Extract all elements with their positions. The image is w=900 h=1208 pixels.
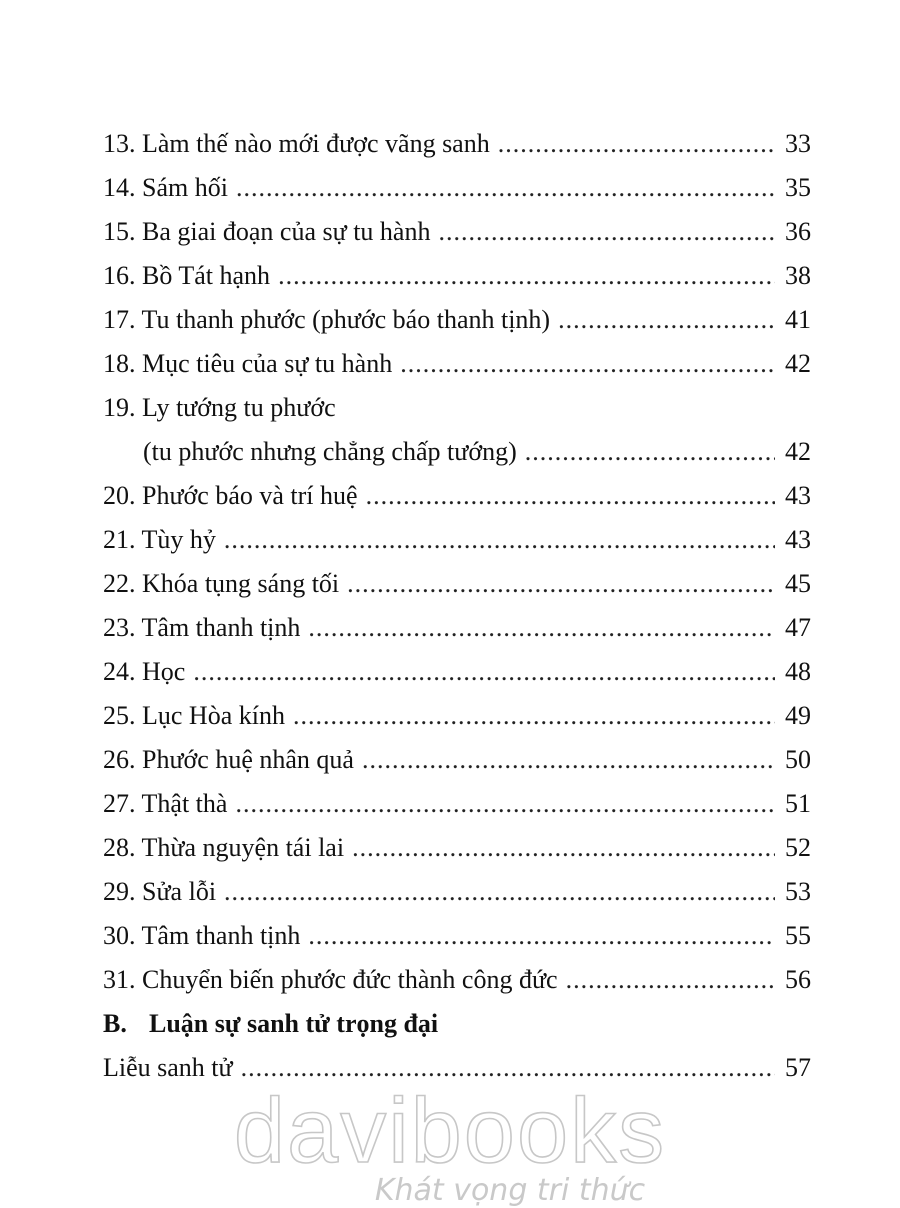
- dot-leader: [558, 298, 775, 342]
- toc-entry-label: [103, 298, 550, 342]
- toc-entry-number: 14.: [103, 173, 136, 202]
- toc-entry: [103, 606, 811, 650]
- toc-entry-page: 52: [785, 833, 811, 862]
- toc-entry-number: 25.: [103, 701, 136, 730]
- toc-entry-title: Sửa lỗi: [142, 877, 217, 906]
- toc-entry-label: [103, 738, 354, 782]
- dot-leader: [224, 518, 775, 562]
- toc-entry: [103, 210, 811, 254]
- toc-entry-page: 42: [785, 349, 811, 378]
- toc-entry: [103, 474, 811, 518]
- toc-entry-label: [103, 166, 228, 210]
- toc-entry-page: 57: [785, 1053, 811, 1082]
- dot-leader: [400, 342, 775, 386]
- watermark-tagline: Khát vọng tri thức: [374, 1173, 646, 1208]
- toc-entry-number: 31.: [103, 965, 136, 994]
- toc-entry: [103, 518, 811, 562]
- section-entries: [103, 1046, 811, 1090]
- toc-entry-number: 16.: [103, 261, 136, 290]
- toc-entry-title: Ba giai đoạn của sự tu hành: [142, 217, 431, 246]
- toc-entry: [103, 386, 811, 430]
- toc-entry-title: Tu thanh phước (phước báo thanh tịnh): [141, 305, 551, 334]
- toc-entry-page: 33: [785, 129, 811, 158]
- watermark-logo: davibooks: [233, 1080, 667, 1182]
- dot-leader: [293, 694, 775, 738]
- dot-leader: [308, 606, 775, 650]
- toc-entry-label: [103, 914, 300, 958]
- toc-entry: [103, 650, 811, 694]
- toc-entry-number: 19.: [103, 393, 136, 422]
- toc-entry-page: 41: [785, 305, 811, 334]
- toc-entry: [103, 254, 811, 298]
- toc-entries: [103, 122, 811, 1002]
- toc-entry: [103, 738, 811, 782]
- toc-entry-label: [103, 870, 216, 914]
- toc-entry-number: 23.: [103, 613, 136, 642]
- toc-entry-title: Chuyển biến phước đức thành công đức: [142, 965, 558, 994]
- toc-entry-number: 28.: [103, 833, 136, 862]
- toc-entry: [103, 914, 811, 958]
- toc-entry-title: Tâm thanh tịnh: [141, 613, 301, 642]
- toc-entry-label: [103, 606, 300, 650]
- toc-entry-title: Khóa tụng sáng tối: [142, 569, 340, 598]
- dot-leader: [362, 738, 775, 782]
- toc-entry-page: 55: [785, 921, 811, 950]
- toc-entry-number: 29.: [103, 877, 136, 906]
- toc-entry-number: 30.: [103, 921, 136, 950]
- toc-entry: [103, 870, 811, 914]
- watermark: [0, 1080, 900, 1208]
- dot-leader: [193, 650, 775, 694]
- toc-entry-page: 53: [785, 877, 811, 906]
- toc-entry-title: Tâm thanh tịnh: [141, 921, 301, 950]
- toc-entry: [103, 1046, 811, 1090]
- toc-entry-page: 49: [785, 701, 811, 730]
- toc-entry-number: 21.: [103, 525, 136, 554]
- toc-entry-title: Làm thế nào mới được vãng sanh: [142, 129, 490, 158]
- section-letter: B.: [103, 1009, 127, 1038]
- toc-entry: [103, 694, 811, 738]
- toc-entry-label: [103, 562, 339, 606]
- toc-entry-title: Tùy hỷ: [141, 525, 216, 554]
- dot-leader: [224, 870, 775, 914]
- toc-entry-label: [103, 474, 358, 518]
- toc-entry-page: 35: [785, 173, 811, 202]
- toc-entry-label: [103, 694, 285, 738]
- toc-entry: [103, 298, 811, 342]
- toc-entry-number: 18.: [103, 349, 136, 378]
- toc-entry-continuation: [103, 430, 811, 474]
- toc-entry-number: 24.: [103, 657, 136, 686]
- toc-entry-title: Ly tướng tu phước: [142, 393, 336, 422]
- toc-entry-page: 56: [785, 965, 811, 994]
- toc-entry-page: 42: [785, 437, 811, 466]
- toc-entry: [103, 562, 811, 606]
- toc-entry-label: [103, 386, 336, 430]
- toc-entry-page: 43: [785, 525, 811, 554]
- toc-entry-title: Thừa nguyện tái lai: [141, 833, 345, 862]
- toc-entry-title: Thật thà: [141, 789, 228, 818]
- toc-entry-title: Bồ Tát hạnh: [142, 261, 271, 290]
- toc-entry-label: [103, 342, 392, 386]
- dot-leader: [525, 430, 775, 474]
- toc-entry-page: 43: [785, 481, 811, 510]
- toc-entry-label: [103, 782, 227, 826]
- toc-entry-page: 48: [785, 657, 811, 686]
- toc-entry-label: [103, 122, 490, 166]
- toc-entry-title: Phước báo và trí huệ: [142, 481, 358, 510]
- toc-entry: [103, 342, 811, 386]
- toc-entry-label: [103, 650, 185, 694]
- toc-entry-page: 36: [785, 217, 811, 246]
- toc-entry-page: 38: [785, 261, 811, 290]
- toc-entry-label: [103, 958, 558, 1002]
- toc-entry-page: 50: [785, 745, 811, 774]
- toc-entry: [103, 782, 811, 826]
- toc-entry-title: Mục tiêu của sự tu hành: [142, 349, 393, 378]
- toc-entry-label: [103, 826, 344, 870]
- toc-entry-number: 26.: [103, 745, 136, 774]
- toc-entry-label: [103, 1046, 233, 1090]
- toc-entry-label: [103, 430, 517, 474]
- toc-entry-title: Liễu sanh tử: [103, 1053, 233, 1082]
- toc-entry-title: Lục Hòa kính: [142, 701, 285, 730]
- toc-entry-subtitle: (tu phước nhưng chẳng chấp tướng): [143, 437, 517, 466]
- dot-leader: [498, 122, 775, 166]
- toc-entry-page: 47: [785, 613, 811, 642]
- toc-entry-number: 15.: [103, 217, 136, 246]
- toc-entry-title: Phước huệ nhân quả: [142, 745, 354, 774]
- toc-entry-label: [103, 254, 270, 298]
- toc-entry-number: 13.: [103, 129, 136, 158]
- dot-leader: [241, 1046, 775, 1090]
- toc-entry-title: Học: [142, 657, 186, 686]
- toc-entry-number: 17.: [103, 305, 136, 334]
- dot-leader: [347, 562, 775, 606]
- toc-entry-page: 45: [785, 569, 811, 598]
- dot-leader: [366, 474, 775, 518]
- dot-leader: [235, 782, 775, 826]
- dot-leader: [236, 166, 775, 210]
- toc-entry: [103, 958, 811, 1002]
- toc-entry-title: Sám hối: [142, 173, 228, 202]
- toc-entry-page: 51: [785, 789, 811, 818]
- section-heading: [103, 1002, 811, 1046]
- toc-entry-number: 22.: [103, 569, 136, 598]
- table-of-contents: [103, 122, 811, 1090]
- toc-entry-number: 27.: [103, 789, 136, 818]
- dot-leader: [308, 914, 775, 958]
- toc-entry: [103, 122, 811, 166]
- dot-leader: [352, 826, 775, 870]
- toc-entry-label: [103, 518, 216, 562]
- dot-leader: [278, 254, 775, 298]
- toc-entry: [103, 826, 811, 870]
- dot-leader: [438, 210, 775, 254]
- dot-leader: [566, 958, 775, 1002]
- toc-entry: [103, 166, 811, 210]
- toc-entry-number: 20.: [103, 481, 136, 510]
- toc-entry-label: [103, 210, 430, 254]
- section-title: Luận sự sanh tử trọng đại: [149, 1009, 439, 1038]
